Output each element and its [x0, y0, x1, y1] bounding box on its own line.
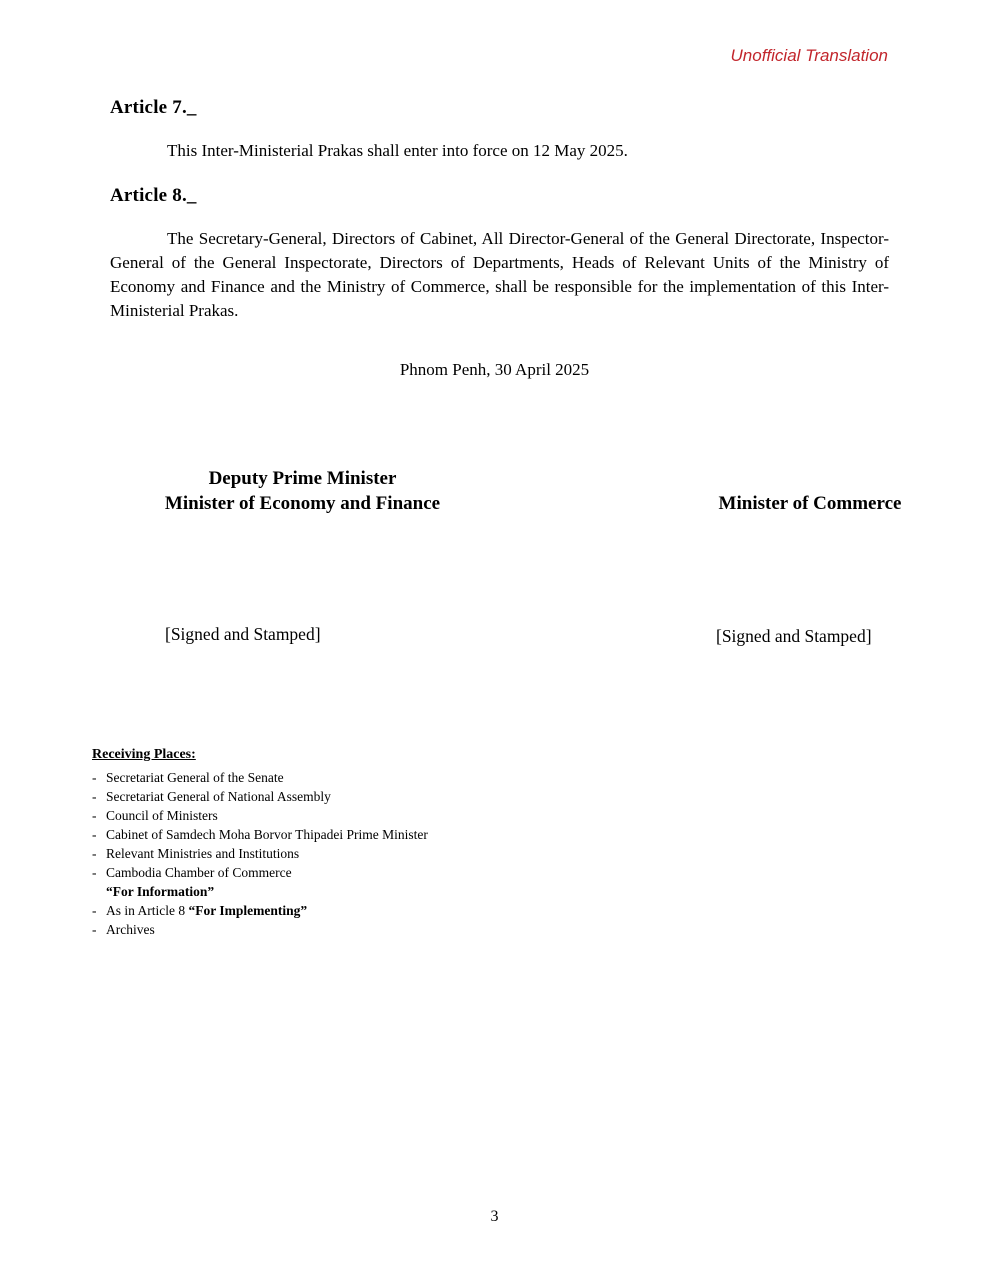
- list-dash: -: [92, 789, 97, 804]
- signature-placeholder-right: [Signed and Stamped]: [716, 626, 872, 646]
- receiving-place-text-main: Cambodia Chamber of Commerce: [106, 865, 292, 880]
- receiving-place-item: [92, 787, 512, 806]
- signature-placeholder-left: [Signed and Stamped]: [165, 624, 321, 644]
- receiving-place-item: [92, 806, 512, 825]
- receiving-place-text-main: As in Article 8: [106, 903, 189, 918]
- receiving-place-item: [92, 920, 512, 939]
- receiving-place-item: [92, 863, 512, 901]
- receiving-place-text: Secretariat General of National Assembly: [106, 789, 331, 804]
- list-dash: -: [92, 846, 97, 861]
- signatory-left-title-line2: Minister of Economy and Finance: [164, 493, 441, 514]
- receiving-place-text: [106, 901, 512, 920]
- dateline: Phnom Penh, 30 April 2025: [399, 360, 590, 379]
- list-dash: -: [92, 922, 97, 937]
- list-dash: -: [92, 808, 97, 823]
- article-8-heading: Article 8._: [110, 185, 197, 206]
- article-7-heading: Article 7._: [110, 97, 197, 118]
- page-number: 3: [490, 1208, 499, 1225]
- receiving-place-text: Secretariat General of the Senate: [106, 770, 284, 785]
- receiving-place-text: Cabinet of Samdech Moha Borvor Thipadei Prime Minister: [106, 827, 428, 842]
- receiving-place-item: [92, 901, 512, 920]
- list-dash: -: [92, 827, 97, 842]
- article-8-body: The Secretary-General, Directors of Cabinet, All Director-General of the General Directorate, Inspector-General of the General Inspectorate, Directors of Departments, Heads of Relevant Units of the Ministry of Economy and Finance and the Ministry of Commerce, shall be responsible for the implementation of this Inter-Ministerial Prakas.: [110, 229, 889, 320]
- list-dash: -: [92, 770, 97, 785]
- receiving-place-text: Council of Ministers: [106, 808, 218, 823]
- signatory-right-title: Minister of Commerce: [718, 493, 902, 514]
- receiving-place-item: [92, 768, 512, 787]
- receiving-places-section: [92, 747, 512, 939]
- translation-note: Unofficial Translation: [730, 46, 888, 65]
- receiving-place-item: [92, 825, 512, 844]
- signatory-left-title-line1: Deputy Prime Minister: [208, 468, 397, 489]
- list-dash: -: [92, 903, 97, 918]
- receiving-place-bold-note: “For Information”: [106, 884, 215, 899]
- receiving-places-heading: Receiving Places:: [92, 747, 196, 762]
- signatory-left-title: [150, 466, 455, 516]
- list-dash: -: [92, 865, 97, 880]
- receiving-place-text: Relevant Ministries and Institutions: [106, 846, 300, 861]
- receiving-place-item: [92, 844, 512, 863]
- receiving-place-bold-note: “For Implementing”: [188, 903, 308, 918]
- article-7-body: This Inter-Ministerial Prakas shall enter into force on 12 May 2025.: [167, 141, 628, 160]
- receiving-place-text: Archives: [106, 922, 155, 937]
- receiving-place-text: [106, 863, 512, 901]
